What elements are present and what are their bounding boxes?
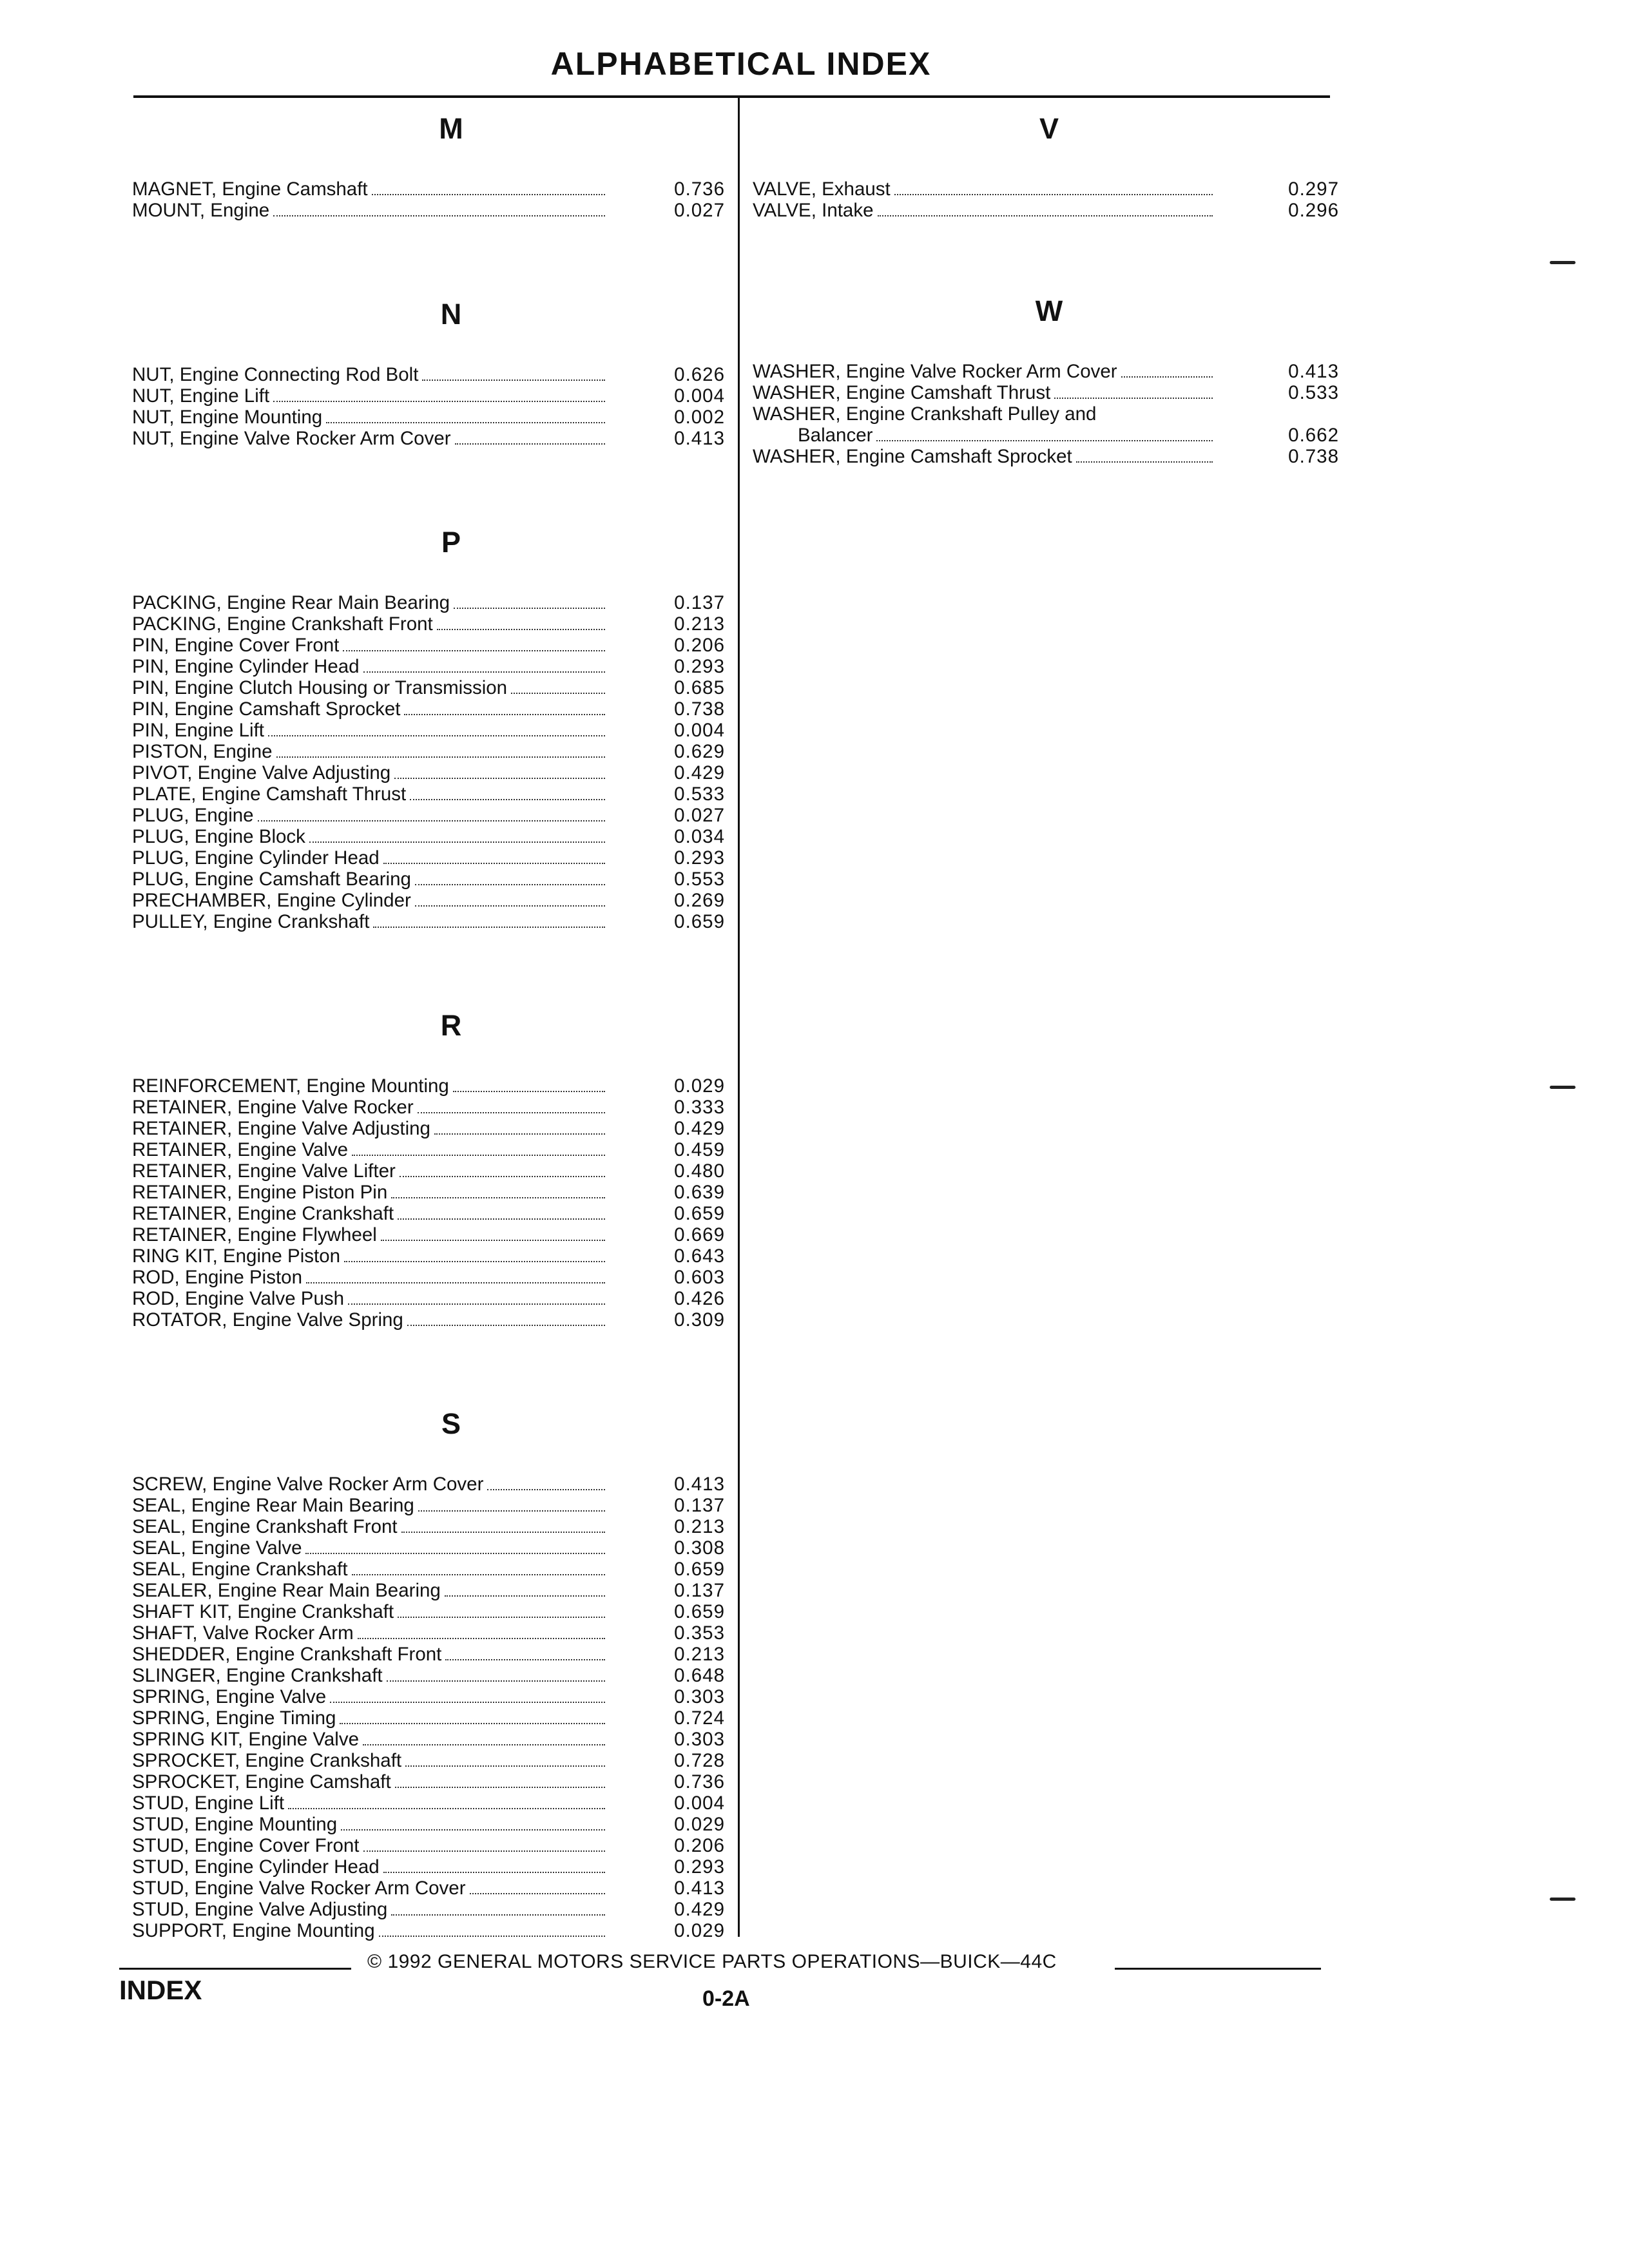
dot-leader xyxy=(434,1133,605,1135)
dot-leader xyxy=(305,1553,605,1554)
entry-label: PLUG, Engine Camshaft Bearing xyxy=(132,869,411,890)
entry-page-number: 0.029 xyxy=(674,1814,725,1835)
index-section xyxy=(132,1006,731,1331)
entry-page-number: 0.533 xyxy=(674,783,725,805)
entry-page-number: 0.738 xyxy=(1288,446,1339,467)
entry-page-number: 0.736 xyxy=(674,1771,725,1792)
entry-page-number: 0.626 xyxy=(674,364,725,385)
index-entry xyxy=(132,1878,725,1899)
index-entry xyxy=(132,1245,725,1267)
index-entry xyxy=(753,361,1339,382)
index-entry xyxy=(132,1160,725,1182)
section-letter: P xyxy=(441,526,461,559)
entry-label: PLUG, Engine xyxy=(132,805,254,826)
entry-label: NUT, Engine Mounting xyxy=(132,407,323,428)
entry-page-number: 0.303 xyxy=(674,1729,725,1750)
index-entry xyxy=(132,1224,725,1245)
entry-page-number: 0.002 xyxy=(674,407,725,428)
index-entry xyxy=(132,1835,725,1856)
index-entry xyxy=(132,407,725,428)
dot-leader xyxy=(343,650,605,651)
entry-label: STUD, Engine Valve Adjusting xyxy=(132,1899,388,1920)
dot-leader xyxy=(352,1574,605,1575)
entry-list xyxy=(753,361,1345,467)
entry-label: SHAFT, Valve Rocker Arm xyxy=(132,1622,354,1644)
index-section xyxy=(132,523,731,932)
entry-page-number: 0.648 xyxy=(674,1665,725,1686)
entry-label: SEAL, Engine Crankshaft xyxy=(132,1559,348,1580)
index-entry xyxy=(132,613,725,635)
dot-leader xyxy=(405,1765,605,1767)
index-entry xyxy=(132,847,725,869)
index-entry xyxy=(132,1644,725,1665)
dot-leader xyxy=(511,693,605,694)
entry-page-number: 0.303 xyxy=(674,1686,725,1707)
entry-label: WASHER, Engine Valve Rocker Arm Cover xyxy=(753,361,1117,382)
entry-label: PIVOT, Engine Valve Adjusting xyxy=(132,762,391,783)
dot-leader xyxy=(398,1218,605,1220)
dot-leader xyxy=(341,1829,605,1831)
footer-rule-left xyxy=(119,1968,351,1970)
entry-label: PIN, Engine Cover Front xyxy=(132,635,340,656)
entry-page-number: 0.659 xyxy=(674,1601,725,1622)
dot-leader xyxy=(258,820,605,822)
dot-leader xyxy=(894,194,1213,195)
index-entry xyxy=(132,200,725,221)
left-column xyxy=(132,110,731,1941)
dot-leader xyxy=(454,608,605,609)
page-title: ALPHABETICAL INDEX xyxy=(550,46,932,82)
entry-page-number: 0.724 xyxy=(674,1707,725,1729)
index-entry xyxy=(132,1814,725,1835)
index-entry xyxy=(132,1920,725,1941)
dot-leader xyxy=(415,905,605,907)
dot-leader xyxy=(387,1680,605,1682)
entry-label: PACKING, Engine Crankshaft Front xyxy=(132,613,433,635)
index-entry xyxy=(132,869,725,890)
dot-leader xyxy=(372,194,605,195)
entry-label: PACKING, Engine Rear Main Bearing xyxy=(132,592,450,613)
entry-label: ROD, Engine Valve Push xyxy=(132,1288,345,1309)
dot-leader xyxy=(398,1617,605,1618)
entry-label: SPROCKET, Engine Crankshaft xyxy=(132,1750,402,1771)
dot-leader xyxy=(401,1532,605,1533)
dot-leader xyxy=(876,440,1213,441)
entry-label: PIN, Engine Cylinder Head xyxy=(132,656,360,677)
index-entry xyxy=(132,1686,725,1707)
index-entry xyxy=(132,1139,725,1160)
entry-page-number: 0.293 xyxy=(674,656,725,677)
dot-leader xyxy=(381,1240,605,1241)
index-section xyxy=(753,110,1345,221)
index-entry xyxy=(132,698,725,720)
entry-page-number: 0.213 xyxy=(674,1644,725,1665)
copyright-notice: © 1992 GENERAL MOTORS SERVICE PARTS OPERATIONS—BUICK—44C xyxy=(367,1951,1057,1972)
dot-leader xyxy=(352,1155,605,1156)
section-letter: N xyxy=(440,298,462,331)
entry-list xyxy=(132,1474,731,1941)
entry-page-number: 0.293 xyxy=(674,847,725,869)
dot-leader xyxy=(453,1091,605,1092)
entry-label: PLATE, Engine Camshaft Thrust xyxy=(132,783,407,805)
dot-leader xyxy=(348,1303,605,1305)
entry-label: NUT, Engine Valve Rocker Arm Cover xyxy=(132,428,451,449)
dot-leader xyxy=(363,671,605,673)
entry-label: SUPPORT, Engine Mounting xyxy=(132,1920,375,1941)
entry-page-number: 0.029 xyxy=(674,1920,725,1941)
index-entry xyxy=(132,1075,725,1097)
dot-leader xyxy=(487,1489,605,1490)
entry-page-number: 0.293 xyxy=(674,1856,725,1878)
dot-leader xyxy=(288,1808,605,1809)
entry-label: PLUG, Engine Block xyxy=(132,826,305,847)
entry-label: PRECHAMBER, Engine Cylinder xyxy=(132,890,411,911)
dot-leader xyxy=(373,927,605,928)
index-entry xyxy=(753,178,1339,200)
entry-label: STUD, Engine Lift xyxy=(132,1792,285,1814)
entry-list xyxy=(132,1075,731,1331)
index-entry xyxy=(132,1495,725,1516)
entry-page-number: 0.137 xyxy=(674,592,725,613)
entry-page-number: 0.429 xyxy=(674,762,725,783)
entry-label: PIN, Engine Clutch Housing or Transmission xyxy=(132,677,508,698)
dot-leader xyxy=(273,215,605,216)
right-column xyxy=(753,110,1345,467)
index-entry xyxy=(132,1601,725,1622)
entry-label: ROTATOR, Engine Valve Spring xyxy=(132,1309,403,1331)
index-entry xyxy=(132,1707,725,1729)
entry-page-number: 0.308 xyxy=(674,1537,725,1559)
entry-label: SCREW, Engine Valve Rocker Arm Cover xyxy=(132,1474,484,1495)
entry-label: RETAINER, Engine Valve Adjusting xyxy=(132,1118,430,1139)
entry-page-number: 0.027 xyxy=(674,200,725,221)
entry-label: STUD, Engine Cylinder Head xyxy=(132,1856,380,1878)
dot-leader xyxy=(344,1261,605,1262)
entry-page-number: 0.004 xyxy=(674,385,725,407)
entry-page-number: 0.426 xyxy=(674,1288,725,1309)
index-entry xyxy=(132,1267,725,1288)
entry-label: SPRING, Engine Timing xyxy=(132,1707,336,1729)
index-entry xyxy=(132,1856,725,1878)
dot-leader xyxy=(391,1197,605,1198)
entry-page-number: 0.353 xyxy=(674,1622,725,1644)
index-entry xyxy=(132,635,725,656)
dot-leader xyxy=(268,735,605,736)
index-entry xyxy=(132,428,725,449)
entry-page-number: 0.659 xyxy=(674,911,725,932)
entry-label: RETAINER, Engine Flywheel xyxy=(132,1224,377,1245)
entry-page-number: 0.659 xyxy=(674,1203,725,1224)
section-letter: S xyxy=(441,1407,461,1440)
entry-page-number: 0.297 xyxy=(1288,178,1339,200)
entry-page-number: 0.004 xyxy=(674,1792,725,1814)
entry-label: SHAFT KIT, Engine Crankshaft xyxy=(132,1601,394,1622)
entry-label: RETAINER, Engine Valve Lifter xyxy=(132,1160,396,1182)
entry-label: VALVE, Exhaust xyxy=(753,178,891,200)
entry-page-number: 0.685 xyxy=(674,677,725,698)
dot-leader xyxy=(326,422,605,423)
entry-label: REINFORCEMENT, Engine Mounting xyxy=(132,1075,449,1097)
entry-page-number: 0.413 xyxy=(674,428,725,449)
dot-leader xyxy=(363,1850,606,1852)
dot-leader xyxy=(391,1914,605,1916)
entry-list xyxy=(132,364,731,449)
index-entry xyxy=(753,446,1339,467)
entry-page-number: 0.669 xyxy=(674,1224,725,1245)
entry-page-number: 0.738 xyxy=(674,698,725,720)
entry-page-number: 0.429 xyxy=(674,1899,725,1920)
dot-leader xyxy=(418,1510,605,1512)
index-entry xyxy=(132,1182,725,1203)
entry-page-number: 0.603 xyxy=(674,1267,725,1288)
entry-label: SPRING KIT, Engine Valve xyxy=(132,1729,359,1750)
index-entry xyxy=(753,403,1339,425)
dot-leader xyxy=(878,215,1213,216)
dot-leader xyxy=(306,1282,605,1283)
entry-label: RETAINER, Engine Crankshaft xyxy=(132,1203,394,1224)
dot-leader xyxy=(363,1744,605,1745)
dot-leader xyxy=(330,1702,605,1703)
entry-page-number: 0.309 xyxy=(674,1309,725,1331)
index-entry xyxy=(132,720,725,741)
entry-page-number: 0.413 xyxy=(674,1474,725,1495)
dot-leader xyxy=(383,863,605,864)
index-entry xyxy=(753,200,1339,221)
entry-page-number: 0.413 xyxy=(674,1878,725,1899)
entry-list xyxy=(132,178,731,221)
index-entry xyxy=(132,741,725,762)
entry-label: RETAINER, Engine Piston Pin xyxy=(132,1182,388,1203)
entry-page-number: 0.629 xyxy=(674,741,725,762)
index-entry xyxy=(132,890,725,911)
dot-leader xyxy=(407,1325,605,1326)
entry-label: WASHER, Engine Camshaft Thrust xyxy=(753,382,1051,403)
entry-label: SEALER, Engine Rear Main Bearing xyxy=(132,1580,441,1601)
index-entry xyxy=(132,178,725,200)
dot-leader xyxy=(422,380,605,381)
entry-page-number: 0.296 xyxy=(1288,200,1339,221)
entry-page-number: 0.027 xyxy=(674,805,725,826)
dot-leader xyxy=(470,1893,605,1894)
entry-label: ROD, Engine Piston xyxy=(132,1267,302,1288)
dot-leader xyxy=(394,778,605,779)
entry-page-number: 0.034 xyxy=(674,826,725,847)
entry-label: SLINGER, Engine Crankshaft xyxy=(132,1665,383,1686)
entry-page-number: 0.736 xyxy=(674,178,725,200)
entry-label: PLUG, Engine Cylinder Head xyxy=(132,847,380,869)
entry-page-number: 0.429 xyxy=(674,1118,725,1139)
index-entry xyxy=(132,1622,725,1644)
page-number: 0-2A xyxy=(702,1986,750,2011)
index-entry xyxy=(132,656,725,677)
entry-label: RETAINER, Engine Valve xyxy=(132,1139,349,1160)
index-entry xyxy=(132,677,725,698)
index-entry xyxy=(132,1771,725,1792)
entry-label: STUD, Engine Cover Front xyxy=(132,1835,360,1856)
entry-page-number: 0.213 xyxy=(674,1516,725,1537)
entry-label: PULLEY, Engine Crankshaft xyxy=(132,911,370,932)
index-entry xyxy=(132,1899,725,1920)
entry-list xyxy=(753,178,1345,221)
index-entry xyxy=(132,1474,725,1495)
entry-page-number: 0.206 xyxy=(674,1835,725,1856)
index-entry xyxy=(132,1665,725,1686)
entry-page-number: 0.459 xyxy=(674,1139,725,1160)
index-section xyxy=(753,292,1345,467)
dot-leader xyxy=(404,714,605,715)
dot-leader xyxy=(455,443,605,445)
entry-page-number: 0.004 xyxy=(674,720,725,741)
entry-label: WASHER, Engine Camshaft Sprocket xyxy=(753,446,1072,467)
entry-label: VALVE, Intake xyxy=(753,200,874,221)
entry-label: RETAINER, Engine Valve Rocker xyxy=(132,1097,414,1118)
entry-label: SEAL, Engine Rear Main Bearing xyxy=(132,1495,414,1516)
index-entry xyxy=(132,1097,725,1118)
entry-label: MOUNT, Engine xyxy=(132,200,270,221)
dot-leader xyxy=(309,841,605,843)
entry-page-number: 0.533 xyxy=(1288,382,1339,403)
section-letter: R xyxy=(440,1009,462,1042)
index-entry xyxy=(132,1729,725,1750)
entry-page-number: 0.639 xyxy=(674,1182,725,1203)
dot-leader xyxy=(410,799,605,800)
index-entry xyxy=(132,805,725,826)
dot-leader xyxy=(276,756,605,758)
index-section xyxy=(132,110,731,221)
column-divider xyxy=(738,97,740,1937)
index-entry xyxy=(132,826,725,847)
dot-leader xyxy=(437,629,605,630)
header-rule xyxy=(133,95,1330,98)
entry-page-number: 0.413 xyxy=(1288,361,1339,382)
entry-label: RING KIT, Engine Piston xyxy=(132,1245,341,1267)
entry-page-number: 0.333 xyxy=(674,1097,725,1118)
dot-leader xyxy=(395,1787,605,1788)
index-entry xyxy=(753,382,1339,403)
dot-leader xyxy=(340,1723,605,1724)
index-entry xyxy=(132,783,725,805)
index-entry xyxy=(132,762,725,783)
dot-leader xyxy=(415,884,605,885)
entry-page-number: 0.643 xyxy=(674,1245,725,1267)
entry-page-number: 0.206 xyxy=(674,635,725,656)
index-entry xyxy=(132,1203,725,1224)
dot-leader xyxy=(1054,398,1213,399)
margin-mark xyxy=(1550,261,1576,264)
section-letter: M xyxy=(439,112,463,145)
margin-mark xyxy=(1550,1086,1576,1089)
entry-label: SPROCKET, Engine Camshaft xyxy=(132,1771,391,1792)
index-entry xyxy=(132,911,725,932)
dot-leader xyxy=(445,1595,605,1597)
entry-page-number: 0.213 xyxy=(674,613,725,635)
entry-label: SPRING, Engine Valve xyxy=(132,1686,327,1707)
entry-page-number: 0.728 xyxy=(674,1750,725,1771)
entry-label: NUT, Engine Connecting Rod Bolt xyxy=(132,364,419,385)
index-entry xyxy=(132,1537,725,1559)
entry-label: Balancer xyxy=(798,425,873,446)
section-letter: V xyxy=(1039,112,1059,145)
entry-page-number: 0.659 xyxy=(674,1559,725,1580)
entry-page-number: 0.029 xyxy=(674,1075,725,1097)
footer-rule-right xyxy=(1115,1968,1321,1970)
index-entry xyxy=(132,364,725,385)
index-entry xyxy=(132,592,725,613)
index-section xyxy=(132,295,731,449)
entry-page-number: 0.553 xyxy=(674,869,725,890)
entry-label: NUT, Engine Lift xyxy=(132,385,270,407)
dot-leader xyxy=(400,1176,605,1177)
dot-leader xyxy=(445,1659,605,1660)
entry-label: MAGNET, Engine Camshaft xyxy=(132,178,368,200)
entry-label: STUD, Engine Mounting xyxy=(132,1814,338,1835)
index-entry xyxy=(132,1750,725,1771)
dot-leader xyxy=(1121,376,1213,378)
entry-label: STUD, Engine Valve Rocker Arm Cover xyxy=(132,1878,466,1899)
section-letter: W xyxy=(1035,294,1063,327)
entry-page-number: 0.137 xyxy=(674,1580,725,1601)
index-entry xyxy=(132,1288,725,1309)
index-entry xyxy=(753,425,1339,446)
index-section xyxy=(132,1405,731,1941)
dot-leader xyxy=(1076,461,1213,463)
index-entry xyxy=(132,1118,725,1139)
margin-mark xyxy=(1550,1898,1576,1901)
dot-leader xyxy=(383,1872,605,1873)
index-entry xyxy=(132,385,725,407)
dot-leader xyxy=(379,1936,605,1937)
index-entry xyxy=(132,1309,725,1331)
index-entry xyxy=(132,1559,725,1580)
entry-label: WASHER, Engine Crankshaft Pulley and xyxy=(753,403,1097,425)
index-entry xyxy=(132,1792,725,1814)
entry-label: SHEDDER, Engine Crankshaft Front xyxy=(132,1644,442,1665)
entry-page-number: 0.269 xyxy=(674,890,725,911)
entry-page-number: 0.137 xyxy=(674,1495,725,1516)
entry-label: SEAL, Engine Crankshaft Front xyxy=(132,1516,398,1537)
section-label: INDEX xyxy=(119,1975,202,2005)
entry-page-number: 0.662 xyxy=(1288,425,1339,446)
index-entry xyxy=(132,1516,725,1537)
entry-list xyxy=(132,592,731,932)
dot-leader xyxy=(358,1638,605,1639)
entry-page-number: 0.480 xyxy=(674,1160,725,1182)
entry-label: PISTON, Engine xyxy=(132,741,273,762)
entry-label: PIN, Engine Lift xyxy=(132,720,264,741)
entry-label: PIN, Engine Camshaft Sprocket xyxy=(132,698,401,720)
index-entry xyxy=(132,1580,725,1601)
dot-leader xyxy=(418,1112,605,1113)
dot-leader xyxy=(273,401,605,402)
entry-label: SEAL, Engine Valve xyxy=(132,1537,302,1559)
